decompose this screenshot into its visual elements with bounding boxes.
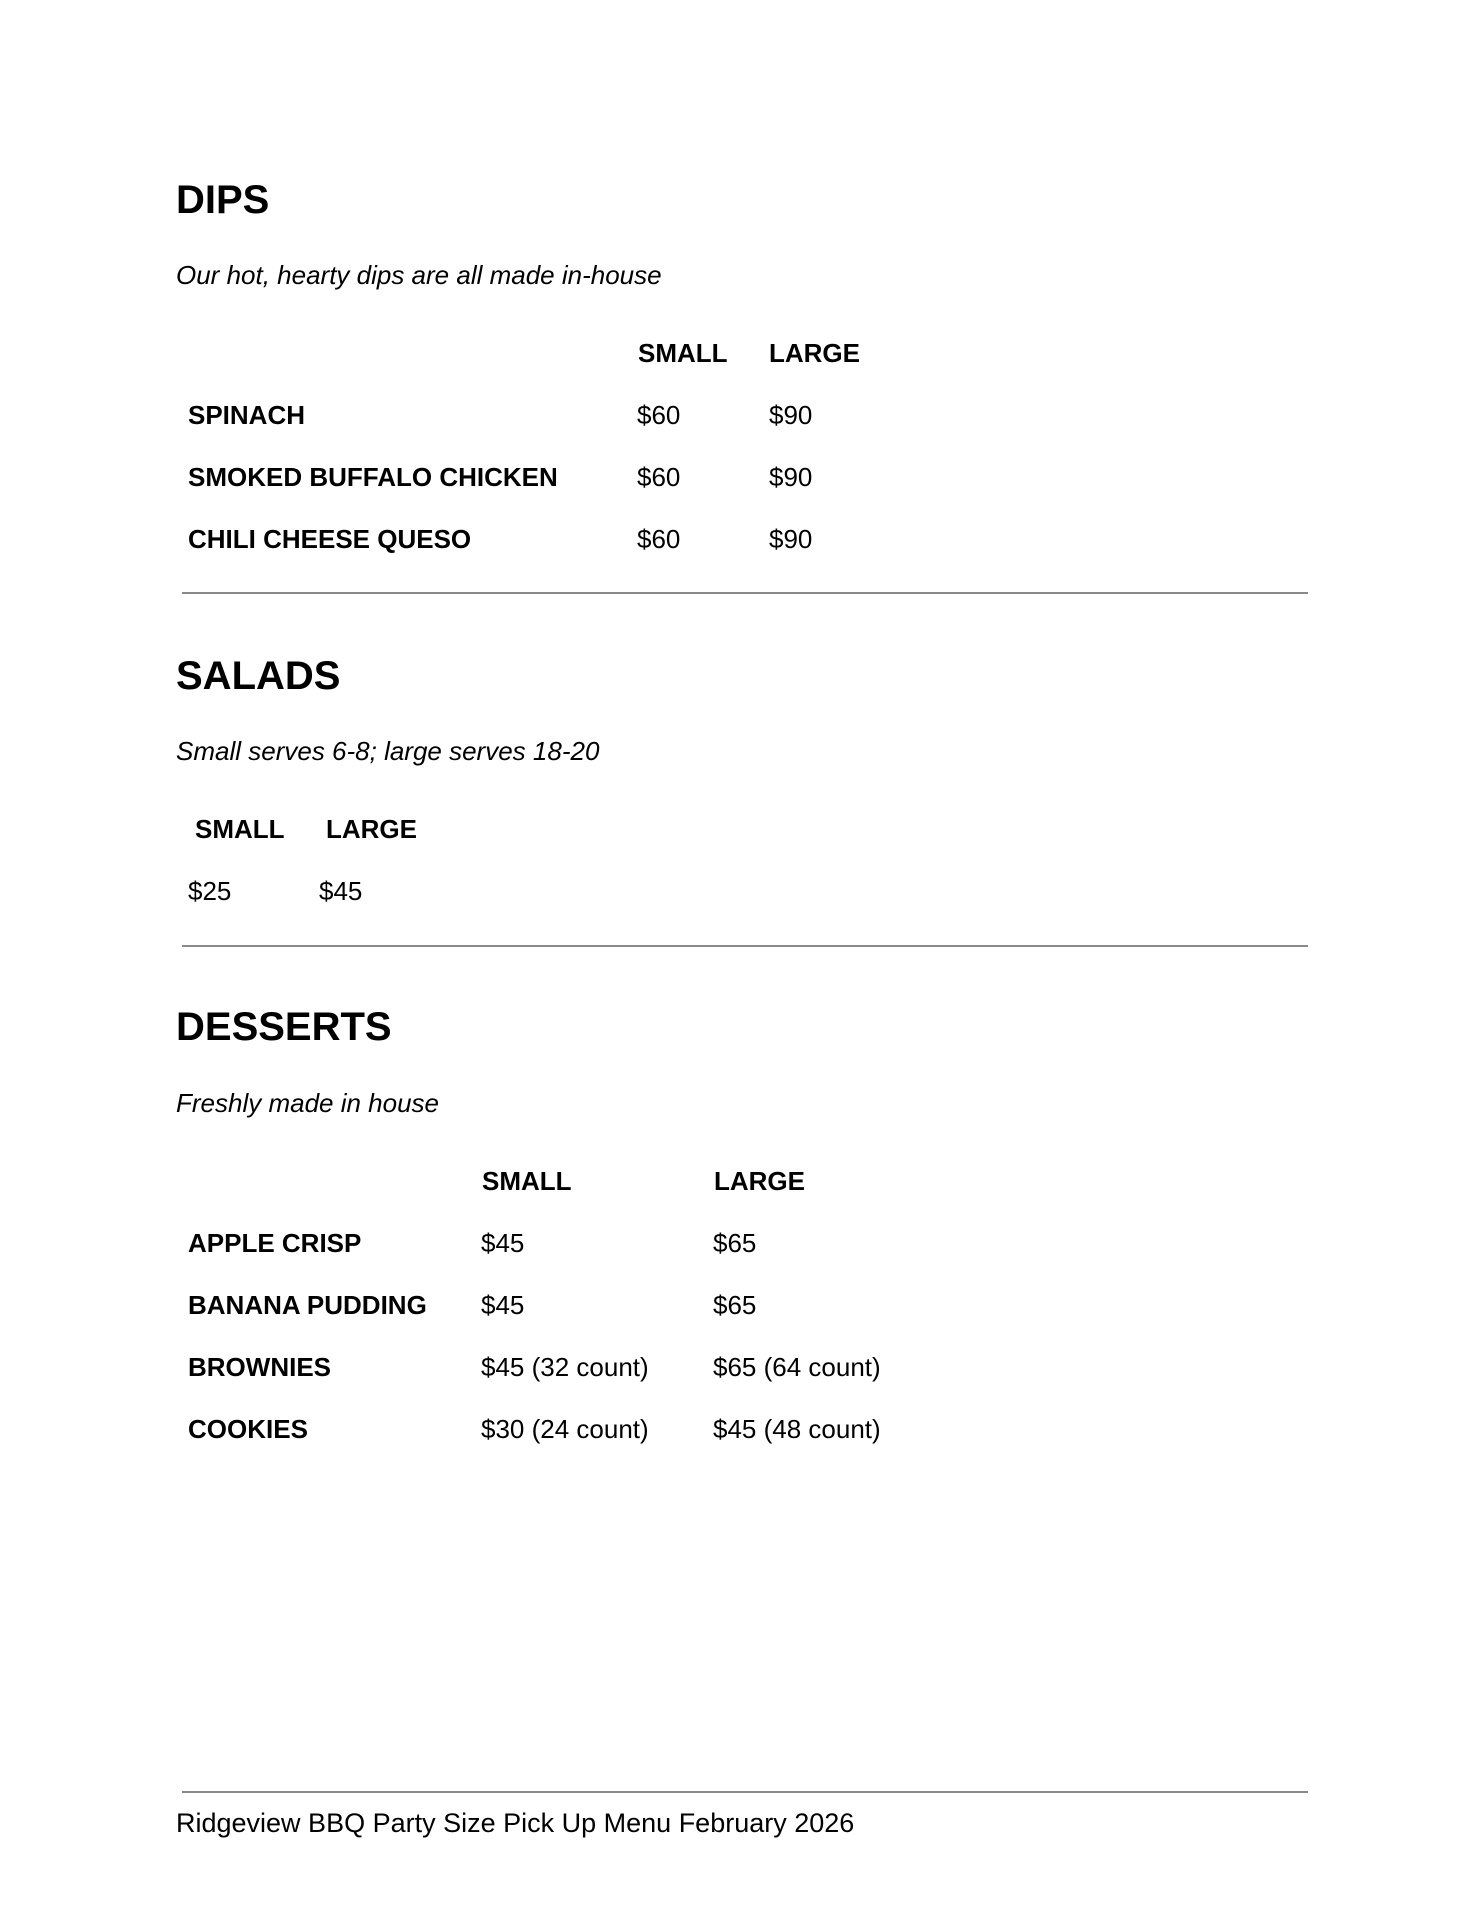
dips-item-small-price: $60 — [637, 462, 681, 492]
section-divider — [182, 592, 1308, 594]
salads-large-price: $45 — [319, 876, 363, 906]
desserts-subtitle: Freshly made in house — [176, 1088, 440, 1118]
dips-col-large: LARGE — [769, 338, 860, 368]
desserts-item-large-price: $65 — [713, 1228, 757, 1258]
dips-item-name: SMOKED BUFFALO CHICKEN — [188, 462, 558, 492]
dips-item-large-price: $90 — [769, 524, 813, 554]
salads-col-large: LARGE — [326, 814, 417, 844]
desserts-title: DESSERTS — [176, 1005, 392, 1049]
desserts-item-name: COOKIES — [188, 1414, 308, 1444]
dips-col-small: SMALL — [638, 338, 728, 368]
salads-small-price: $25 — [188, 876, 232, 906]
dips-item-small-price: $60 — [637, 400, 681, 430]
section-divider — [182, 945, 1308, 947]
desserts-item-small-price: $30 (24 count) — [481, 1414, 649, 1444]
desserts-col-large: LARGE — [714, 1166, 805, 1196]
salads-subtitle: Small serves 6-8; large serves 18-20 — [176, 736, 600, 766]
dips-item-large-price: $90 — [769, 400, 813, 430]
dips-item-small-price: $60 — [637, 524, 681, 554]
dips-subtitle: Our hot, hearty dips are all made in-house — [176, 260, 662, 290]
dips-item-name: CHILI CHEESE QUESO — [188, 524, 472, 554]
salads-col-small: SMALL — [195, 814, 285, 844]
dips-item-large-price: $90 — [769, 462, 813, 492]
footer-text: Ridgeview BBQ Party Size Pick Up Menu February 2026 — [176, 1808, 855, 1838]
desserts-item-large-price: $65 — [713, 1290, 757, 1320]
salads-title: SALADS — [176, 654, 341, 698]
desserts-item-large-price: $65 (64 count) — [713, 1352, 881, 1382]
dips-item-name: SPINACH — [188, 400, 306, 430]
desserts-item-name: BANANA PUDDING — [188, 1290, 427, 1320]
dips-title: DIPS — [176, 178, 270, 222]
desserts-item-name: APPLE CRISP — [188, 1228, 362, 1258]
desserts-col-small: SMALL — [482, 1166, 572, 1196]
desserts-item-name: BROWNIES — [188, 1352, 331, 1382]
desserts-item-large-price: $45 (48 count) — [713, 1414, 881, 1444]
desserts-item-small-price: $45 — [481, 1290, 525, 1320]
desserts-item-small-price: $45 (32 count) — [481, 1352, 649, 1382]
footer-divider — [182, 1791, 1308, 1793]
desserts-item-small-price: $45 — [481, 1228, 525, 1258]
